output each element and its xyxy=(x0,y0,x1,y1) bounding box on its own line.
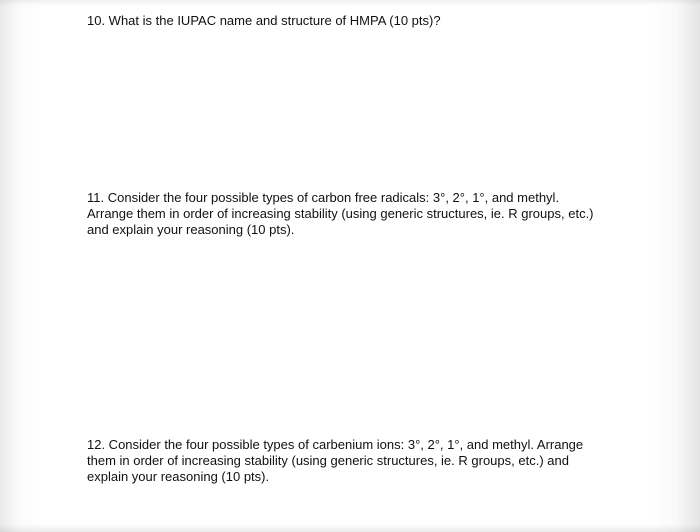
question-12-line-3: explain your reasoning (10 pts). xyxy=(87,469,270,484)
page-top-shadow xyxy=(0,0,700,6)
question-10 xyxy=(87,13,617,29)
question-10-line-1: 10. What is the IUPAC name and structure of HMPA (10 pts)? xyxy=(87,13,441,28)
question-11-line-3: and explain your reasoning (10 pts). xyxy=(87,222,295,237)
question-12 xyxy=(87,437,617,485)
question-12-line-1: 12. Consider the four possible types of carbenium ions: 3°, 2°, 1°, and methyl. Arrange xyxy=(87,437,584,452)
question-12-line-2: them in order of increasing stability (using generic structures, ie. R groups, etc.) and xyxy=(87,453,569,468)
question-11-line-2: Arrange them in order of increasing stability (using generic structures, ie. R groups, etc.) xyxy=(87,206,594,221)
question-11-line-1: 11. Consider the four possible types of carbon free radicals: 3°, 2°, 1°, and methyl. xyxy=(87,190,560,205)
page-bottom-shadow xyxy=(0,524,700,532)
question-11 xyxy=(87,190,617,238)
